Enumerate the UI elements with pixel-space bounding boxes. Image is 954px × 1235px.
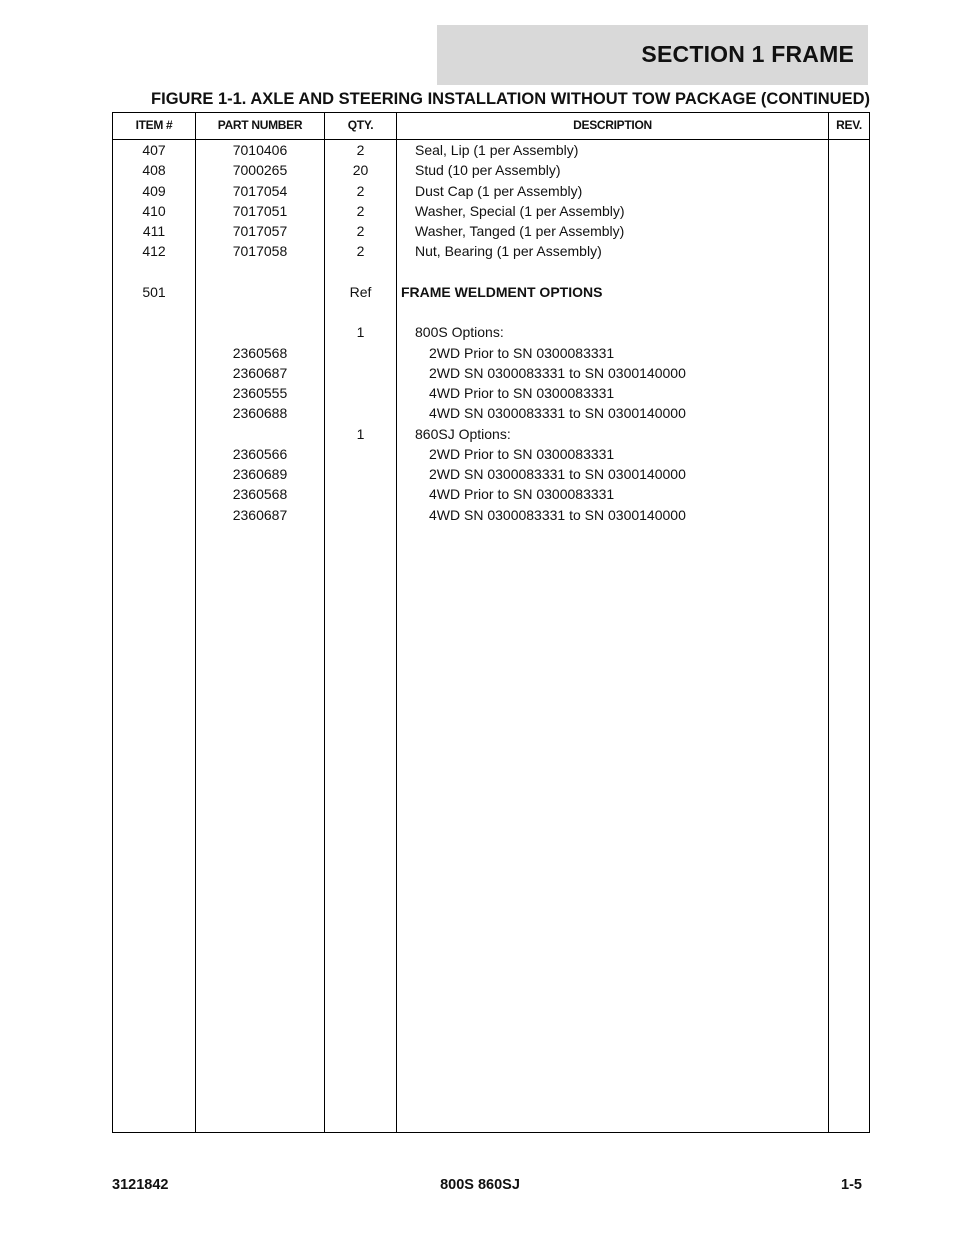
- table-row: [113, 160, 869, 180]
- description: Dust Cap (1 per Assembly): [415, 182, 583, 199]
- part-number: 2360568: [232, 344, 288, 361]
- table-header: [113, 113, 869, 140]
- header-item: ITEM #: [135, 118, 173, 132]
- table-row: [113, 282, 869, 302]
- part-number: 7017057: [232, 223, 288, 239]
- part-number: 2360687: [232, 506, 288, 523]
- section-title: SECTION 1 FRAME: [641, 41, 854, 67]
- description: 800S Options:: [415, 324, 504, 341]
- part-number: 2360688: [232, 405, 288, 422]
- description: 4WD SN 0300083331 to SN 0300140000: [429, 506, 686, 523]
- header-description: DESCRIPTION: [573, 118, 652, 132]
- header-part-number: PART NUMBER: [217, 118, 303, 132]
- item-number: 409: [142, 182, 166, 199]
- quantity: 1: [356, 324, 365, 341]
- part-number: 2360568: [232, 486, 288, 503]
- item-number: 407: [142, 142, 166, 158]
- description: Nut, Bearing (1 per Assembly): [415, 243, 602, 260]
- description: 860SJ Options:: [415, 425, 511, 442]
- footer-model: 800S 860SJ: [440, 1177, 520, 1193]
- part-number: 2360689: [232, 466, 288, 482]
- description: 2WD Prior to SN 0300083331: [429, 445, 615, 462]
- description: 2WD SN 0300083331 to SN 0300140000: [429, 364, 686, 381]
- table-row: [113, 221, 869, 241]
- table-row: [113, 302, 869, 322]
- table-row: [113, 201, 869, 221]
- part-number: 2360566: [232, 445, 288, 462]
- part-number: 7017054: [232, 182, 288, 199]
- description: 4WD SN 0300083331 to SN 0300140000: [429, 405, 686, 422]
- description: 4WD Prior to SN 0300083331: [429, 385, 615, 401]
- table-row: [113, 484, 869, 504]
- table-row: [113, 181, 869, 201]
- table-row: [113, 505, 869, 525]
- table-row: [113, 262, 869, 282]
- item-number: 408: [142, 162, 166, 179]
- quantity: 2: [356, 202, 365, 219]
- part-number: 7017051: [232, 202, 288, 219]
- table-row: [113, 383, 869, 403]
- description: Stud (10 per Assembly): [415, 162, 561, 179]
- quantity: 2: [356, 182, 365, 199]
- table-row: [113, 403, 869, 423]
- figure-title: FIGURE 1-1. AXLE AND STEERING INSTALLATION WITHOUT TOW PACKAGE (CONTINUED): [151, 90, 870, 108]
- header-rev: REV.: [836, 118, 862, 132]
- parts-table: [112, 112, 870, 1133]
- table-row: [113, 444, 869, 464]
- quantity: 2: [356, 223, 365, 239]
- quantity: 20: [352, 162, 369, 179]
- footer-doc-number: 3121842: [112, 1177, 169, 1193]
- part-number: 7017058: [232, 243, 288, 260]
- header-qty: QTY.: [347, 118, 374, 132]
- item-number: 501: [142, 283, 166, 300]
- item-number: 412: [142, 243, 166, 260]
- description: Washer, Tanged (1 per Assembly): [415, 223, 625, 239]
- table-row: [113, 241, 869, 261]
- part-number: 7010406: [232, 142, 288, 158]
- part-number: 2360555: [232, 385, 288, 401]
- description: Seal, Lip (1 per Assembly): [415, 142, 579, 158]
- table-row: [113, 140, 869, 160]
- footer-page-number: 1-5: [841, 1177, 862, 1193]
- quantity: 1: [356, 425, 365, 442]
- part-number: 7000265: [232, 162, 288, 179]
- table-row: [113, 322, 869, 342]
- table-row: [113, 363, 869, 383]
- part-number: 2360687: [232, 364, 288, 381]
- table-row: [113, 464, 869, 484]
- section-banner: [437, 25, 868, 85]
- description: 2WD Prior to SN 0300083331: [429, 344, 615, 361]
- table-row: [113, 424, 869, 444]
- description: FRAME WELDMENT OPTIONS: [401, 283, 603, 300]
- item-number: 411: [142, 223, 166, 239]
- description: 2WD SN 0300083331 to SN 0300140000: [429, 466, 686, 482]
- quantity: 2: [356, 142, 365, 158]
- item-number: 410: [142, 202, 166, 219]
- description: Washer, Special (1 per Assembly): [415, 202, 625, 219]
- table-row: [113, 343, 869, 363]
- quantity: 2: [356, 243, 365, 260]
- description: 4WD Prior to SN 0300083331: [429, 486, 615, 503]
- quantity: Ref: [349, 283, 372, 300]
- table-body: [113, 140, 869, 525]
